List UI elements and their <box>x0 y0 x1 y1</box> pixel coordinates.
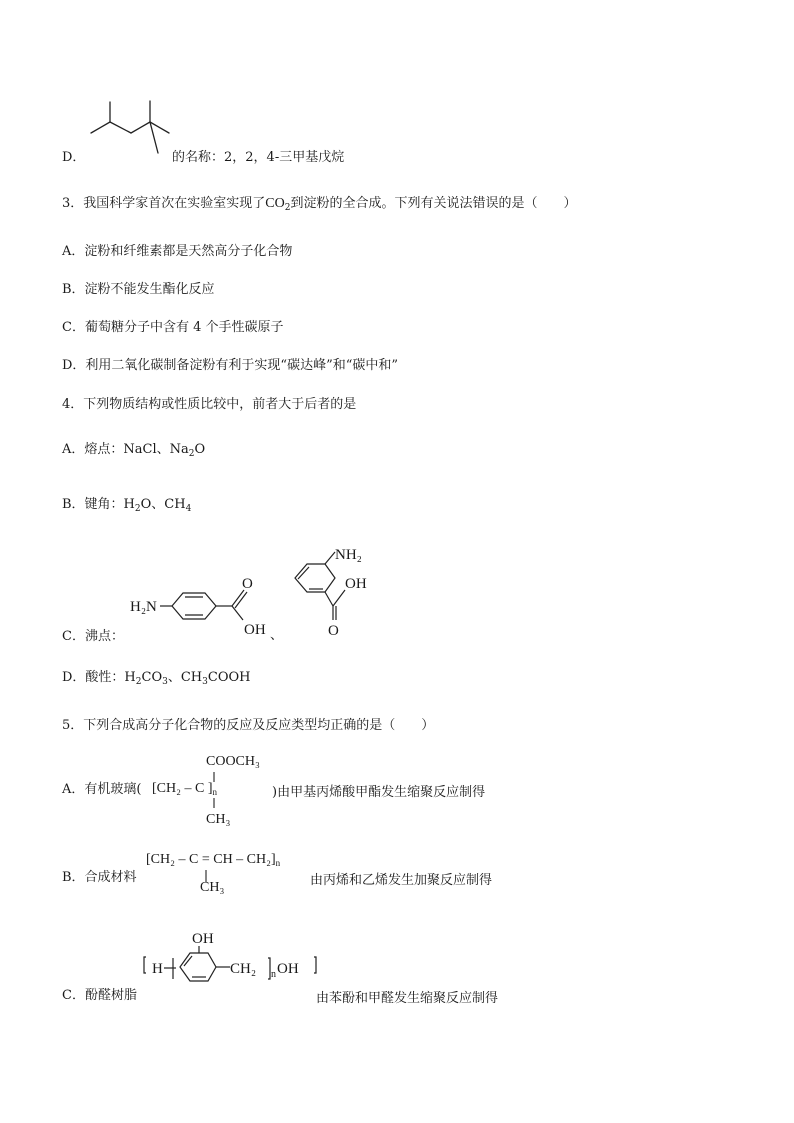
carbonyl-o-label: O <box>242 576 253 592</box>
para-aminobenzoic-acid-structure <box>128 572 288 642</box>
q4-option-a: A．熔点：NaCl、$Na_2O$ <box>62 442 206 459</box>
ortho-aminobenzoic-acid-structure <box>285 540 395 640</box>
q4-option-c-label: C．沸点： <box>62 629 124 644</box>
q3-option-a: A．淀粉和纤维素都是天然高分子化合物 <box>62 244 293 259</box>
q4-option-b: B．键角：$H_2O$、$CH_4$ <box>62 497 192 514</box>
q4-stem: 4．下列物质结构或性质比较中，前者大于后者的是 <box>62 397 357 412</box>
q3-option-c: C．葡萄糖分子中含有 4 个手性碳原子 <box>62 320 284 335</box>
q4-option-d: D．酸性：$H_2CO_3$、$CH_3COOH$ <box>62 670 251 687</box>
resin-hydroxyl: OH <box>192 931 214 947</box>
pmma-repeat-unit: [CH₂ – C ]$_n$ <box>152 781 217 797</box>
synthetic-polymer-repeat-unit: [CH₂ – C = CH – $CH_2]_n$ <box>146 852 281 868</box>
q5-option-a-label: A．有机玻璃( <box>62 782 142 797</box>
q3-option-d: D．利用二氧化碳制备淀粉有利于实现“碳达峰”和“碳中和” <box>62 358 399 373</box>
resin-methylene: CH₂ <box>230 961 257 977</box>
q3-stem: 3．我国科学家首次在实验室实现了$CO_2$到淀粉的全合成。下列有关说法错误的是（ ） <box>62 196 577 213</box>
hydroxyl-label: OH <box>244 622 266 638</box>
q5-stem: 5．下列合成高分子化合物的反应及反应类型均正确的是（ ） <box>62 718 435 733</box>
q5-option-a-close: )由甲基丙烯酸甲酯发生缩聚反应制得 <box>272 785 486 800</box>
q5-option-b-text: 由丙烯和乙烯发生加聚反应制得 <box>310 873 493 888</box>
q5-option-b-label: B．合成材料 <box>62 870 137 885</box>
q5-option-c-text: 由苯酚和甲醛发生缩聚反应制得 <box>316 991 499 1006</box>
q3-option-b: B．淀粉不能发生酯化反应 <box>62 282 215 297</box>
ortho-hydroxyl-label: OH <box>345 576 367 592</box>
phenolic-resin-structure <box>140 925 320 1005</box>
q2-option-d-label: D． <box>62 150 86 165</box>
q5-option-c-label: C．酚醛树脂 <box>62 988 137 1003</box>
amine-label: H₂N <box>130 599 157 615</box>
ortho-carbonyl-o-label: O <box>328 623 339 639</box>
q4-option-c-separator: 、 <box>270 628 284 643</box>
synthetic-polymer-methyl: CH₃ <box>200 880 225 895</box>
q2-option-d-text: 的名称：2，2，4-三甲基戊烷 <box>172 150 345 165</box>
resin-oh-end: OH <box>277 961 299 977</box>
ortho-amine-label: NH₂ <box>335 547 362 563</box>
resin-h-end: H <box>152 961 163 977</box>
pmma-ester-group: COOCH₃ <box>206 754 260 769</box>
pmma-methyl-group: CH₃ <box>206 812 231 827</box>
resin-n: n <box>271 969 276 980</box>
trimethylpentane-skeletal-structure <box>88 96 172 156</box>
